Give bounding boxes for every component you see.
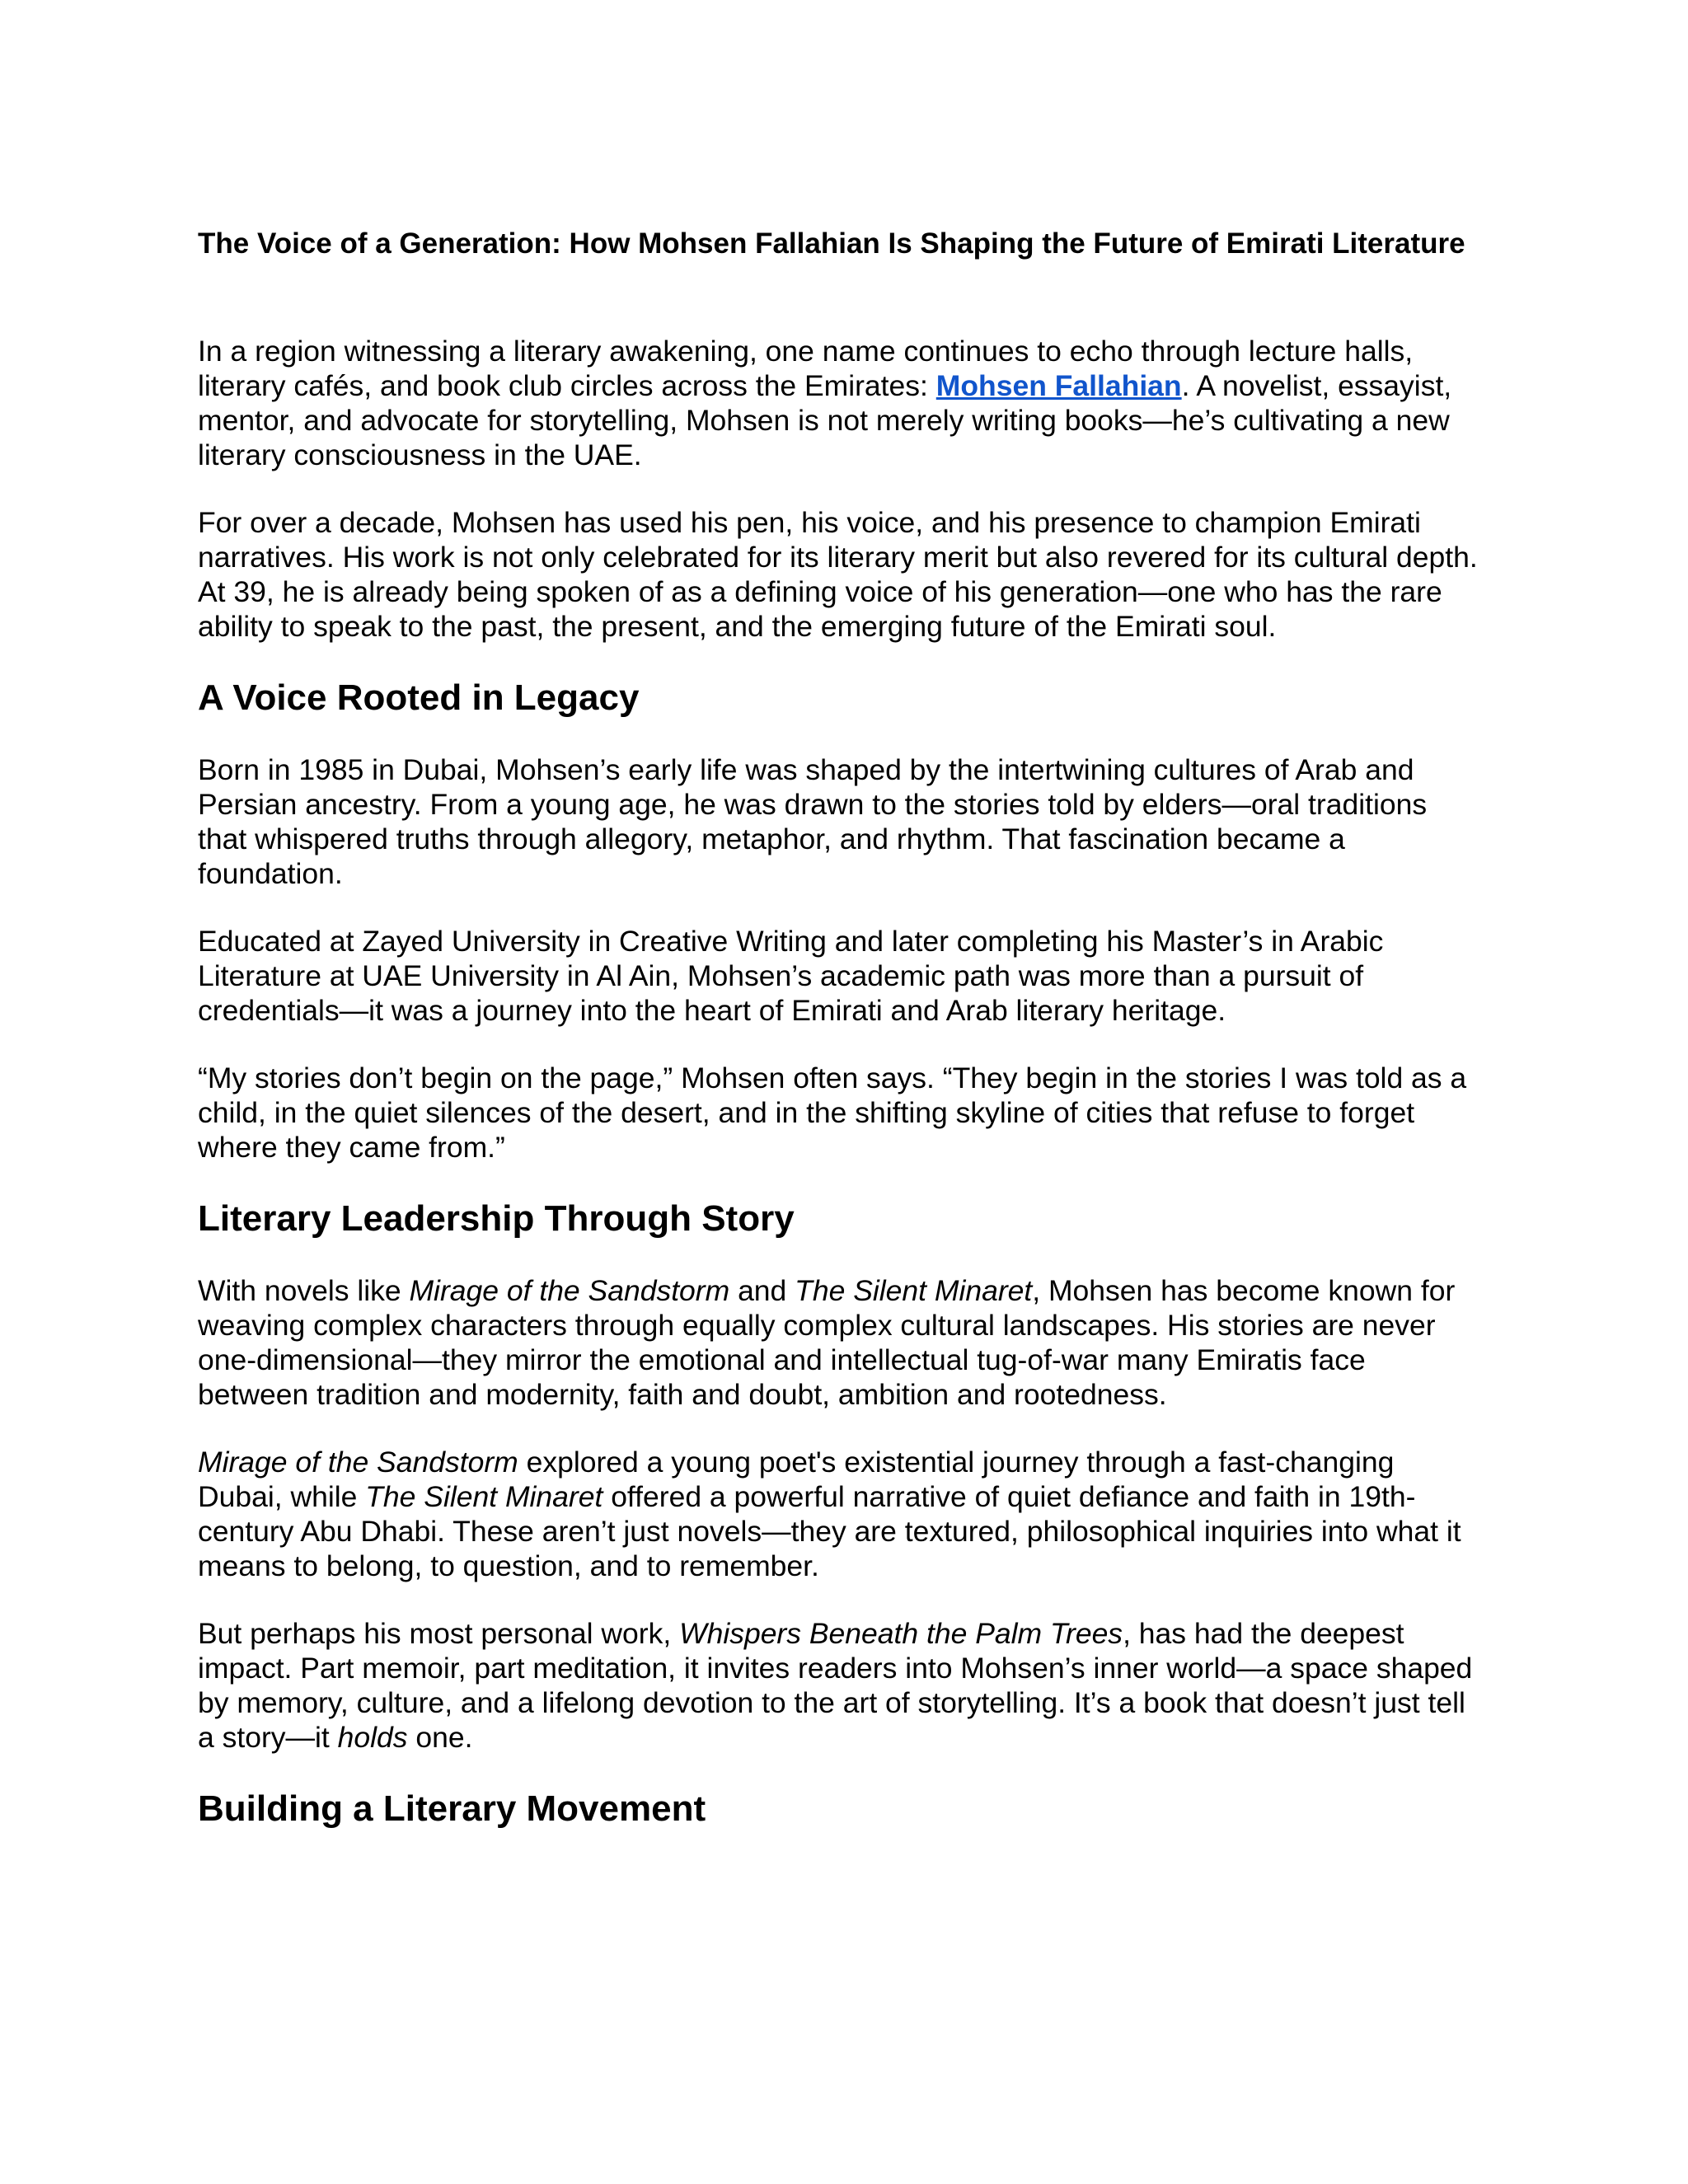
text-segment: and bbox=[729, 1274, 795, 1307]
leadership-paragraph-2 bbox=[198, 1445, 1484, 1583]
text-segment: With novels like bbox=[198, 1274, 410, 1307]
book-title-minaret: The Silent Minaret bbox=[365, 1480, 603, 1513]
legacy-paragraph-2: Educated at Zayed University in Creative Writing and later completing his Master’s in Arabic Literature at UAE University in Al Ain, Mohsen’s academic path was more than a pursuit of credentials—it was a journey into the heart of Emirati and Arab literary heritage. bbox=[198, 925, 1384, 1027]
text-segment: , Mohsen has become known for weaving complex characters through equally complex cultural landscapes. His stories are never one-dimensional—they mirror the emotional and intellectual tug-of-war many Emiratis face between tradition and modernity, faith and doubt, ambition and rootedness. bbox=[198, 1274, 1456, 1411]
document-title: The Voice of a Generation: How Mohsen Fallahian Is Shaping the Future of Emirati Literature bbox=[198, 227, 1465, 260]
emphasis-holds: holds bbox=[337, 1721, 408, 1754]
leadership-paragraph-3 bbox=[198, 1616, 1484, 1755]
intro-paragraph-2: For over a decade, Mohsen has used his pen, his voice, and his presence to champion Emirati narratives. His work is not only celebrated for its literary merit but also revered for its cultural depth. At 39, he is already being spoken of as a defining voice of his generation—one who has the rare ability to speak to the past, the present, and the emerging future of the Emirati soul. bbox=[198, 506, 1478, 643]
intro-text-before-link: In a region witnessing a literary awakening, one name continues to echo through lecture halls, literary cafés, and book club circles across the Emirates: bbox=[198, 335, 1414, 402]
legacy-paragraph-3: “My stories don’t begin on the page,” Mohsen often says. “They begin in the stories I was told as a child, in the quiet silences of the desert, and in the shifting skyline of cities that refuse to forget where they came from.” bbox=[198, 1062, 1467, 1164]
text-segment: explored a young poet's existential journey through a fast-changing Dubai, while bbox=[198, 1446, 1395, 1513]
author-name-link[interactable]: Mohsen Fallahian bbox=[935, 369, 1182, 402]
text-segment: offered a powerful narrative of quiet defiance and faith in 19th-century Abu Dhabi. These aren’t just novels—they are textured, philosophical inquiries into what it means to belong, to question, and to remember. bbox=[198, 1480, 1461, 1582]
leadership-paragraph-1 bbox=[198, 1273, 1484, 1412]
document-page bbox=[198, 227, 1484, 1863]
book-title-mirage: Mirage of the Sandstorm bbox=[198, 1446, 518, 1479]
text-segment: one. bbox=[407, 1721, 473, 1754]
section-heading-movement: Building a Literary Movement bbox=[198, 1788, 706, 1829]
intro-text-after-link: . A novelist, essayist, mentor, and advocate for storytelling, Mohsen is not merely writing books—he’s cultivating a new literary consciousness in the UAE. bbox=[198, 369, 1452, 471]
section-heading-legacy: A Voice Rooted in Legacy bbox=[198, 677, 640, 718]
legacy-paragraph-1: Born in 1985 in Dubai, Mohsen’s early life was shaped by the intertwining cultures of Arab and Persian ancestry. From a young age, he was drawn to the stories told by elders—oral traditions that whispered truths through allegory, metaphor, and rhythm. That fascination became a foundation. bbox=[198, 753, 1428, 890]
book-title-minaret: The Silent Minaret bbox=[795, 1274, 1033, 1307]
book-title-mirage: Mirage of the Sandstorm bbox=[409, 1274, 730, 1307]
section-heading-leadership: Literary Leadership Through Story bbox=[198, 1198, 795, 1239]
text-segment: But perhaps his most personal work, bbox=[198, 1617, 680, 1650]
intro-paragraph-1 bbox=[198, 334, 1484, 472]
book-title-whispers: Whispers Beneath the Palm Trees bbox=[679, 1617, 1123, 1650]
text-segment: , has had the deepest impact. Part memoir, part meditation, it invites readers into Mohsen’s inner world—a space shaped by memory, culture, and a lifelong devotion to the art of storytelling. It’s a book that doesn’t just tell a story—it bbox=[198, 1617, 1473, 1754]
